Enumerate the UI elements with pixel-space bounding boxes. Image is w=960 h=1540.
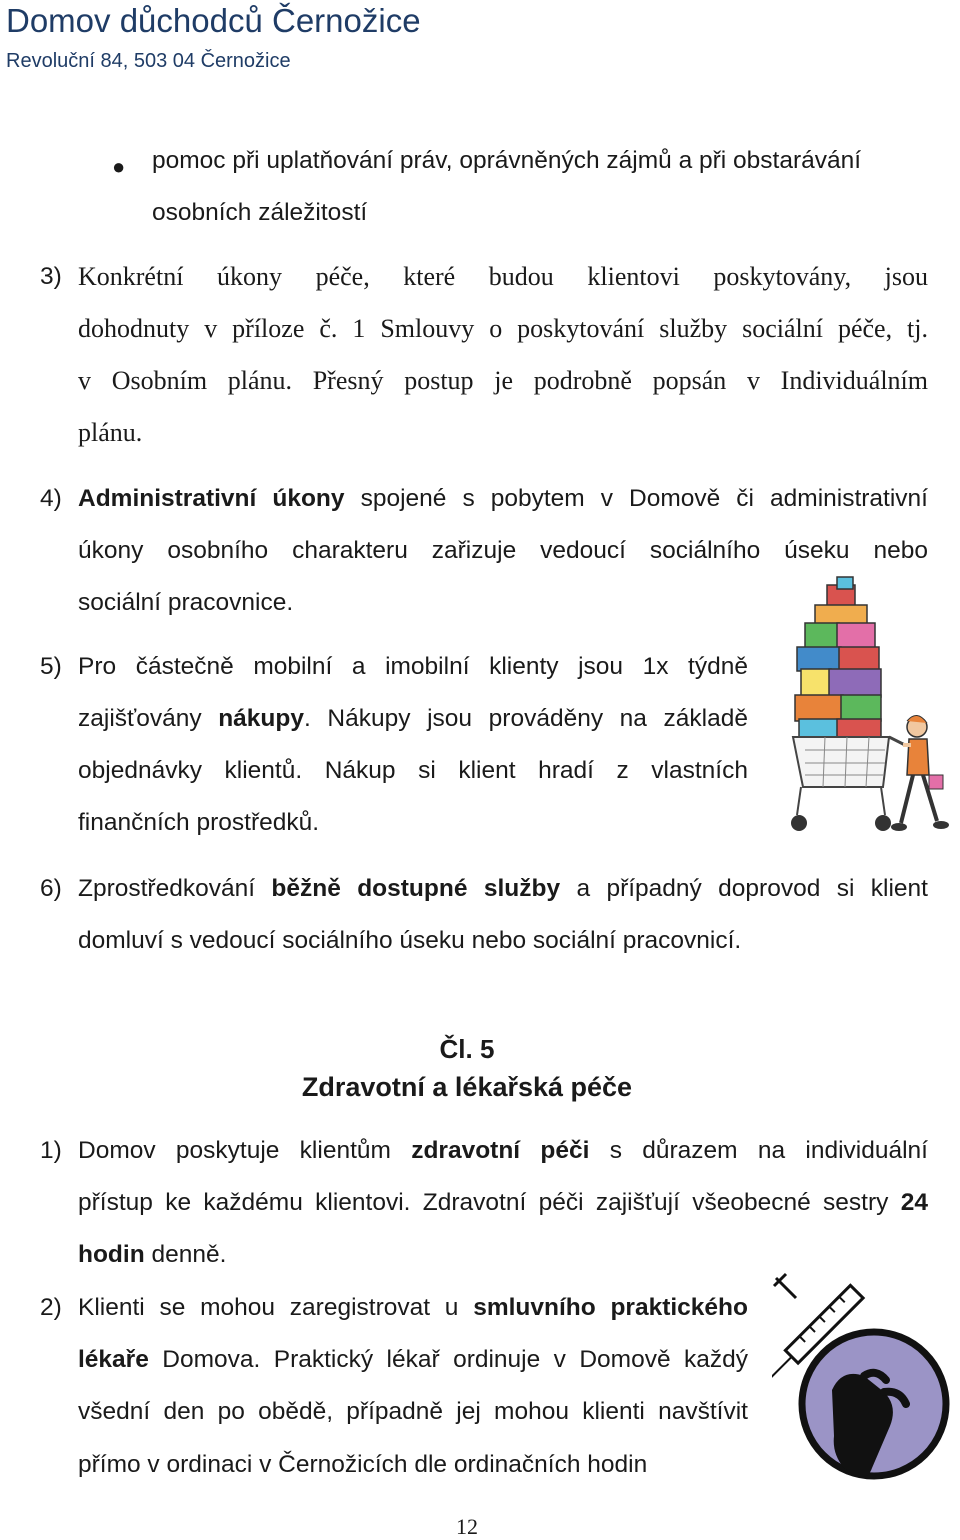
section-title: Zdravotní a lékařská péče xyxy=(301,1072,633,1102)
p5-line-2: zajišťovány nákupy. Nákupy jsou prováděny na základě xyxy=(78,705,749,732)
p4-line-3: sociální pracovnice. xyxy=(78,589,294,616)
s1-number: 1) xyxy=(40,1137,62,1164)
syringe-illustration xyxy=(772,1272,952,1504)
bullet-icon: ● xyxy=(112,154,126,179)
s2-line-1: Klienti se mohou zaregistrovat u smluvního praktického xyxy=(78,1294,748,1321)
s2-line-4: přímo v ordinaci v Černožicích dle ordinačních hodin xyxy=(78,1451,648,1478)
p3-line-2: dohodnuty v příloze č. 1 Smlouvy o poskytování služby sociální péče, tj. xyxy=(78,314,928,343)
s2-number: 2) xyxy=(40,1294,62,1321)
p3-number: 3) xyxy=(40,263,62,290)
p4-number: 4) xyxy=(40,485,62,512)
p5-number: 5) xyxy=(40,653,62,680)
p4-line-2: úkony osobního charakteru zařizuje vedoucí sociálního úseku nebo xyxy=(78,537,928,564)
s1-line-2: přístup ke každému klientovi. Zdravotní péči zajišťují všeobecné sestry 24 xyxy=(78,1189,928,1216)
s1-line-1: Domov poskytuje klientům zdravotní péči s důrazem na individuální xyxy=(78,1137,928,1164)
s2-line-3: všední den po obědě, případně jej mohou klienti navštívit xyxy=(78,1398,748,1425)
p3-line-3: v Osobním plánu. Přesný postup je podrobně popsán v Individuálním xyxy=(78,366,928,395)
p3-line-4: plánu. xyxy=(78,418,143,447)
p5-line-1: Pro částečně mobilní a imobilní klienty jsou 1x týdně xyxy=(78,653,748,680)
p6-line-2: domluví s vedoucí sociálního úseku nebo sociální pracovnicí. xyxy=(78,927,742,954)
bullet-line-1: pomoc při uplatňování práv, oprávněných zájmů a při obstarávání xyxy=(152,147,862,174)
p4-line-1: Administrativní úkony spojené s pobytem v Domově či administrativní xyxy=(78,485,928,512)
section-label: Čl. 5 xyxy=(439,1034,495,1064)
header-address: Revoluční 84, 503 04 Černožice xyxy=(6,50,291,72)
p6-line-1: Zprostředkování běžně dostupné služby a případný doprovod si klient xyxy=(78,875,928,902)
page-number: 12 xyxy=(456,1514,478,1539)
bullet-line-2: osobních záležitostí xyxy=(152,199,368,226)
p5-line-3: objednávky klientů. Nákup si klient hradí z vlastních xyxy=(78,757,748,784)
p5-line-4: finančních prostředků. xyxy=(78,809,320,836)
s1-line-3: hodin denně. xyxy=(78,1241,227,1268)
p3-line-1: Konkrétní úkony péče, které budou klientovi poskytovány, jsou xyxy=(78,262,928,291)
header-title: Domov důchodců Černožice xyxy=(6,2,421,39)
shopping-cart-illustration xyxy=(785,575,950,840)
p6-number: 6) xyxy=(40,875,62,902)
p4-bold: Administrativní úkony xyxy=(78,485,345,512)
s2-line-2: lékaře Domova. Praktický lékař ordinuje v Domově každý xyxy=(78,1346,748,1373)
